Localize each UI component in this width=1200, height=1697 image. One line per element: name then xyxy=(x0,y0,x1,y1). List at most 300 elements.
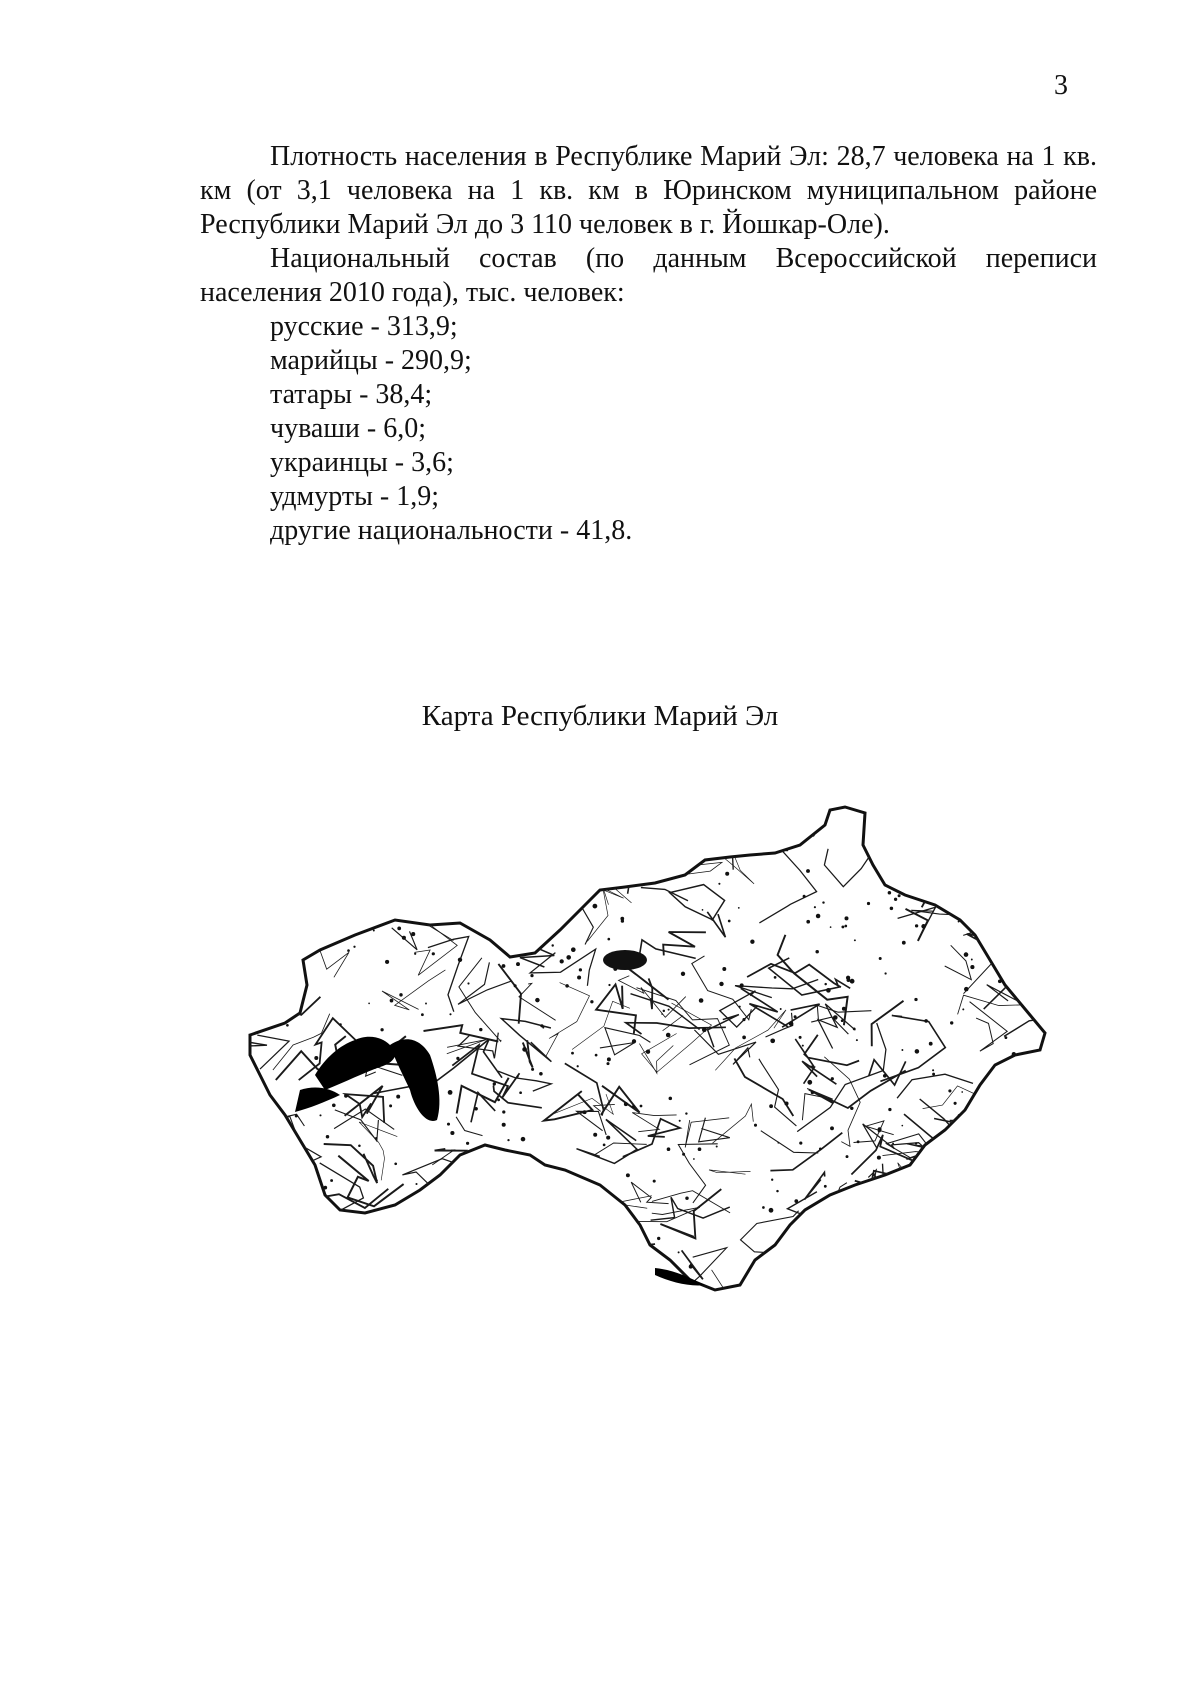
settlement-dot xyxy=(579,968,582,971)
road-line xyxy=(955,1162,1020,1238)
settlement-dot xyxy=(845,916,849,920)
settlement-dot xyxy=(937,1254,939,1256)
settlement-dot xyxy=(539,1072,543,1076)
road-line xyxy=(836,1208,873,1232)
settlement-dot xyxy=(576,1257,580,1261)
settlement-dot xyxy=(626,1173,630,1177)
road-line xyxy=(1042,990,1073,1035)
road-line xyxy=(988,1183,1018,1230)
road-line xyxy=(549,790,580,803)
settlement-dot xyxy=(344,1094,348,1098)
road-line xyxy=(805,1215,838,1238)
road-line xyxy=(1027,939,1089,1006)
settlement-dot xyxy=(275,872,279,876)
settlement-dot xyxy=(1002,943,1004,945)
settlement-dot xyxy=(368,1003,370,1005)
settlement-dot xyxy=(443,1216,447,1220)
settlement-dot xyxy=(624,1102,628,1106)
settlement-dot xyxy=(481,1185,483,1187)
settlement-dot xyxy=(492,912,494,914)
settlement-dot xyxy=(714,853,717,856)
settlement-dot xyxy=(1046,953,1049,956)
settlement-dot xyxy=(890,907,893,910)
settlement-dot xyxy=(300,815,304,819)
road-line xyxy=(499,829,538,857)
settlement-dot xyxy=(257,1241,262,1246)
settlement-dot xyxy=(954,1182,959,1187)
settlement-dot xyxy=(479,1240,482,1243)
road-line xyxy=(809,1259,848,1310)
settlement-dot xyxy=(265,964,270,969)
settlement-dot xyxy=(955,1137,959,1141)
settlement-dot xyxy=(725,872,729,876)
settlement-dot xyxy=(815,1243,819,1247)
settlement-dot xyxy=(245,925,250,930)
settlement-dot xyxy=(669,1097,673,1101)
road-line xyxy=(405,1228,456,1266)
settlement-dot xyxy=(632,1105,635,1108)
settlement-dot xyxy=(955,912,958,915)
settlement-dot xyxy=(288,839,292,843)
settlement-dot xyxy=(947,875,950,878)
settlement-dot xyxy=(353,1253,357,1257)
settlement-dot xyxy=(520,1190,523,1193)
settlement-dot xyxy=(970,1217,972,1219)
settlement-dot xyxy=(994,826,998,830)
settlement-dot xyxy=(640,1105,643,1108)
settlement-dot xyxy=(1050,1257,1054,1261)
settlement-dot xyxy=(996,1229,1001,1234)
road-line xyxy=(982,1132,1046,1163)
settlement-dot xyxy=(1019,961,1022,964)
road-line xyxy=(911,1247,962,1290)
settlement-dot xyxy=(530,974,533,977)
road-line xyxy=(530,819,592,854)
road-line xyxy=(435,1204,483,1262)
settlement-dot xyxy=(521,1137,526,1142)
settlement-dot xyxy=(830,926,832,928)
settlement-dot xyxy=(322,872,325,875)
settlement-dot xyxy=(806,869,810,873)
settlement-dot xyxy=(879,957,882,960)
road-line xyxy=(937,1135,959,1191)
settlement-dot xyxy=(892,1143,894,1145)
settlement-dot xyxy=(871,851,875,855)
road-line xyxy=(959,824,1003,857)
settlement-dot xyxy=(777,1142,779,1144)
settlement-dot xyxy=(984,910,988,914)
settlement-dot xyxy=(507,1139,509,1141)
settlement-dot xyxy=(319,920,321,922)
settlement-dot xyxy=(806,920,810,924)
settlement-dot xyxy=(814,906,816,908)
settlement-dot xyxy=(314,1056,318,1060)
settlement-dot xyxy=(846,1155,849,1158)
settlement-dot xyxy=(502,1110,505,1113)
settlement-dot xyxy=(987,864,991,868)
settlement-dot xyxy=(347,949,350,952)
settlement-dot xyxy=(996,1073,999,1076)
settlement-dot xyxy=(407,1207,410,1210)
settlement-dot xyxy=(244,1250,246,1252)
settlement-dot xyxy=(1015,1115,1018,1118)
road-line xyxy=(411,790,483,822)
settlement-dot xyxy=(1011,1125,1014,1128)
settlement-dot xyxy=(957,878,959,880)
road-line xyxy=(855,790,931,811)
settlement-dot xyxy=(459,861,462,864)
settlement-dot xyxy=(595,1054,598,1057)
settlement-dot xyxy=(566,955,571,960)
settlement-dot xyxy=(273,1022,276,1025)
settlement-dot xyxy=(970,1214,973,1217)
settlement-dot xyxy=(938,874,942,878)
settlement-dot xyxy=(833,1015,838,1020)
settlement-dot xyxy=(831,1077,834,1080)
population-density-paragraph: Плотность населения в Республике Марий Эл: 28,7 человека на 1 кв. км (от 3,1 человека на 1 кв. км в Юринском муниципальном районе Республики Марий Эл до 3 110 человек в г. Йошкар-Оле). xyxy=(200,141,1097,240)
settlement-dot xyxy=(522,1047,527,1052)
road-line xyxy=(214,1090,254,1150)
settlement-dot xyxy=(803,895,806,898)
settlement-dot xyxy=(811,1091,814,1094)
settlement-dot xyxy=(1049,939,1052,942)
settlement-dot xyxy=(491,844,493,846)
settlement-dot xyxy=(247,1143,251,1147)
settlement-dot xyxy=(519,1091,522,1094)
road-line xyxy=(205,1049,248,1094)
settlement-dot xyxy=(607,1057,611,1061)
settlement-dot xyxy=(950,1021,953,1024)
settlement-dot xyxy=(702,1027,707,1032)
settlement-dot xyxy=(531,1068,534,1071)
settlement-dot xyxy=(429,1225,434,1230)
settlement-dot xyxy=(657,1237,660,1240)
settlement-dot xyxy=(449,1013,451,1015)
road-line xyxy=(268,1146,287,1174)
settlement-dot xyxy=(685,1196,688,1199)
settlement-dot xyxy=(822,901,824,903)
road-line xyxy=(1037,790,1090,821)
road-line xyxy=(1017,850,1078,881)
settlement-dot xyxy=(450,1131,454,1135)
settlement-dot xyxy=(932,1073,935,1076)
settlement-dot xyxy=(678,1251,680,1253)
settlement-dot xyxy=(384,1254,388,1258)
settlement-dot xyxy=(263,871,268,876)
settlement-dot xyxy=(943,855,946,858)
settlement-dot xyxy=(486,907,488,909)
settlement-dot xyxy=(571,947,576,952)
settlement-dot xyxy=(551,944,553,946)
road-line xyxy=(1014,942,1034,974)
road-line xyxy=(362,857,414,902)
nationality-item: другие национальности - 41,8. xyxy=(270,515,633,546)
settlement-dot xyxy=(1016,942,1020,946)
settlement-dot xyxy=(924,1019,928,1023)
road-line xyxy=(347,1228,378,1273)
settlement-dot xyxy=(465,900,467,902)
road-line xyxy=(398,1228,486,1264)
settlement-dot xyxy=(1042,1019,1047,1024)
settlement-dot xyxy=(246,813,248,815)
settlement-dot xyxy=(593,904,598,909)
settlement-dot xyxy=(976,1135,980,1139)
settlement-dot xyxy=(824,1185,827,1188)
settlement-dot xyxy=(792,1239,794,1241)
settlement-dot xyxy=(375,1137,377,1139)
settlement-dot xyxy=(962,1008,964,1010)
settlement-dot xyxy=(816,914,821,919)
settlement-dot xyxy=(902,941,906,945)
settlement-dot xyxy=(455,1222,459,1226)
road-line xyxy=(1019,867,1055,912)
settlement-dot xyxy=(434,1252,438,1256)
settlement-dot xyxy=(893,1264,898,1269)
road-line xyxy=(263,1131,281,1160)
settlement-dot xyxy=(479,1028,482,1031)
settlement-dot xyxy=(286,1024,289,1027)
settlement-dot xyxy=(971,959,973,961)
settlement-dot xyxy=(333,1238,336,1241)
settlement-dot xyxy=(770,1038,775,1043)
road-line xyxy=(360,902,391,911)
settlement-dot xyxy=(842,1007,846,1011)
settlement-dot xyxy=(750,940,754,944)
settlement-dot xyxy=(789,1021,794,1026)
settlement-dot xyxy=(887,1182,892,1187)
settlement-dot xyxy=(518,1201,523,1206)
settlement-dot xyxy=(330,1179,333,1182)
settlement-dot xyxy=(769,1208,774,1213)
settlement-dot xyxy=(1009,888,1011,890)
settlement-dot xyxy=(970,965,974,969)
settlement-dot xyxy=(771,1179,773,1181)
road-line xyxy=(597,810,636,839)
settlement-dot xyxy=(1010,841,1012,843)
road-line xyxy=(871,1246,937,1287)
settlement-dot xyxy=(836,1205,840,1209)
settlement-dot xyxy=(948,1089,951,1092)
road-line xyxy=(943,797,973,857)
settlement-dot xyxy=(774,976,777,979)
road-line xyxy=(342,799,372,820)
settlement-dot xyxy=(888,1108,891,1111)
road-line xyxy=(571,862,605,885)
settlement-dot xyxy=(516,962,520,966)
settlement-dot xyxy=(915,1049,920,1054)
settlement-dot xyxy=(425,1003,427,1005)
settlement-dot xyxy=(685,1112,687,1114)
settlement-dot xyxy=(899,812,903,816)
settlement-dot xyxy=(466,1142,469,1145)
settlement-dot xyxy=(411,932,415,936)
settlement-dot xyxy=(254,830,258,834)
settlement-dot xyxy=(576,887,580,891)
settlement-dot xyxy=(353,946,355,948)
settlement-dot xyxy=(786,849,788,851)
settlement-dot xyxy=(742,1018,745,1021)
settlement-dot xyxy=(595,823,597,825)
settlement-dot xyxy=(894,898,897,901)
settlement-dot xyxy=(573,806,576,809)
settlement-dot xyxy=(1005,976,1010,981)
settlement-dot xyxy=(294,1246,297,1249)
nationality-list xyxy=(270,310,632,548)
settlement-dot xyxy=(857,1140,860,1143)
road-line xyxy=(278,1200,307,1228)
settlement-dot xyxy=(547,908,549,910)
settlement-dot xyxy=(1024,1266,1027,1269)
settlement-dot xyxy=(646,1050,650,1054)
settlement-dot xyxy=(295,1115,298,1118)
settlement-dot xyxy=(421,1013,424,1016)
settlement-dot xyxy=(661,1013,663,1015)
settlement-dot xyxy=(438,891,440,893)
road-line xyxy=(615,832,668,850)
road-line xyxy=(553,833,581,862)
settlement-dot xyxy=(389,1104,392,1107)
settlement-dot xyxy=(738,907,740,909)
settlement-dot xyxy=(901,1049,903,1051)
settlement-dot xyxy=(1004,1036,1007,1039)
settlement-dot xyxy=(560,959,564,963)
settlement-dot xyxy=(583,1110,587,1114)
road-line xyxy=(1014,1154,1057,1185)
settlement-dot xyxy=(461,1170,465,1174)
settlement-dot xyxy=(975,1202,979,1206)
settlement-dot xyxy=(901,1125,903,1127)
road-line xyxy=(214,817,254,837)
settlement-dot xyxy=(682,1153,685,1156)
settlement-dot xyxy=(347,914,351,918)
settlement-dot xyxy=(428,814,430,816)
settlement-dot xyxy=(568,854,573,859)
settlement-dot xyxy=(480,1250,483,1253)
settlement-dot xyxy=(693,1158,695,1160)
settlement-dot xyxy=(921,924,926,929)
road-line xyxy=(987,1250,1020,1297)
settlement-dot xyxy=(850,1107,853,1110)
settlement-dot xyxy=(915,924,918,927)
settlement-dot xyxy=(978,1092,981,1095)
settlement-dot xyxy=(998,979,1002,983)
settlement-dot xyxy=(386,1255,390,1259)
road-line xyxy=(1011,829,1039,838)
settlement-dot xyxy=(401,820,404,823)
settlement-dot xyxy=(517,1076,519,1078)
settlement-dot xyxy=(474,1107,478,1111)
settlement-dot xyxy=(626,808,629,811)
settlement-dot xyxy=(480,863,483,866)
mari-el-map-image xyxy=(205,790,1090,1310)
settlement-dot xyxy=(797,824,800,827)
settlement-dot xyxy=(698,1147,702,1151)
settlement-dot xyxy=(606,1062,609,1065)
settlement-dot xyxy=(719,982,723,986)
settlement-dot xyxy=(718,883,720,885)
road-line xyxy=(934,838,967,860)
road-line xyxy=(972,1233,1019,1252)
settlement-dot xyxy=(666,1033,671,1038)
settlement-dot xyxy=(535,998,539,1002)
settlement-dot xyxy=(638,824,641,827)
road-line xyxy=(221,1185,259,1209)
settlement-dot xyxy=(441,1228,444,1231)
settlement-dot xyxy=(564,799,568,803)
settlement-dot xyxy=(621,919,624,922)
settlement-dot xyxy=(989,1253,993,1257)
settlement-dot xyxy=(293,855,295,857)
settlement-dot xyxy=(455,818,460,823)
settlement-dot xyxy=(319,1114,321,1116)
road-line xyxy=(832,1241,896,1278)
settlement-dot xyxy=(982,1185,984,1187)
settlement-dot xyxy=(262,833,264,835)
road-line xyxy=(510,830,535,845)
settlement-dot xyxy=(776,1190,778,1192)
settlement-dot xyxy=(807,1080,812,1085)
road-line xyxy=(1015,938,1044,964)
road-line xyxy=(987,813,1050,843)
road-line xyxy=(876,803,903,816)
settlement-dot xyxy=(954,1102,957,1105)
settlement-dot xyxy=(1043,1230,1048,1235)
settlement-dot xyxy=(867,902,870,905)
settlement-dot xyxy=(390,999,394,1003)
settlement-dot xyxy=(559,893,561,895)
settlement-dot xyxy=(948,1265,953,1270)
road-line xyxy=(408,802,437,815)
nationality-item: русские - 313,9; xyxy=(270,311,458,342)
settlement-dot xyxy=(883,1074,887,1078)
settlement-dot xyxy=(502,1123,506,1127)
settlement-dot xyxy=(489,1186,492,1189)
settlement-dot xyxy=(929,1042,933,1046)
settlement-dot xyxy=(673,808,676,811)
national-composition-paragraph: Национальный состав (по данным Всероссийской переписи населения 2010 года), тыс. человек: xyxy=(200,243,1097,308)
settlement-dot xyxy=(299,1187,303,1191)
settlement-dot xyxy=(740,983,744,987)
settlement-dot xyxy=(396,1260,398,1262)
settlement-dot xyxy=(744,799,746,801)
settlement-dot xyxy=(1031,1169,1034,1172)
road-line xyxy=(1027,1121,1090,1161)
road-line xyxy=(1010,948,1058,973)
settlement-dot xyxy=(964,843,968,847)
settlement-dot xyxy=(608,984,610,986)
settlement-dot xyxy=(1044,1220,1048,1224)
settlement-dot xyxy=(593,1133,597,1137)
settlement-dot xyxy=(323,1186,327,1190)
settlement-dot xyxy=(721,827,726,832)
settlement-dot xyxy=(653,1180,656,1183)
road-line xyxy=(1014,1189,1033,1242)
settlement-dot xyxy=(844,925,847,928)
road-line xyxy=(920,1190,947,1230)
settlement-dot xyxy=(522,1221,526,1225)
settlement-dot xyxy=(856,1039,858,1041)
settlement-dot xyxy=(524,866,527,869)
settlement-dot xyxy=(397,927,401,931)
settlement-dot xyxy=(769,1104,773,1108)
settlement-dot xyxy=(883,1262,887,1266)
settlement-dot xyxy=(358,1145,361,1148)
settlement-dot xyxy=(456,1057,459,1060)
settlement-dot xyxy=(448,1090,453,1095)
road-line xyxy=(825,790,861,804)
road-line xyxy=(584,1248,611,1299)
settlement-dot xyxy=(818,1208,823,1213)
